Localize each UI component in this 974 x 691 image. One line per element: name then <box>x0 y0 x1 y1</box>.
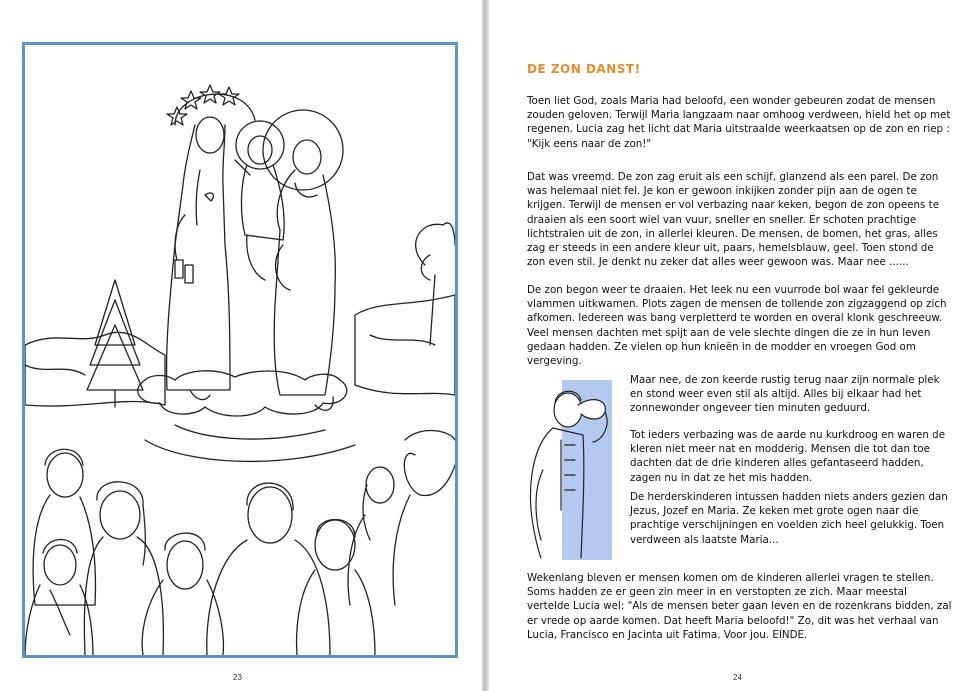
illustration-frame <box>22 42 458 658</box>
left-page <box>0 0 482 691</box>
paragraph-5: Tot ieders verbazing was de aarde nu kurkdroog en waren de kleren niet meer nat en modderig. Mensen die tot dan toe dachten dat de drie kinderen alles gefantaseerd hadden, zagen nu in dat ze het mis hadden. <box>630 429 946 484</box>
paragraph-1: Toen liet God, zoals Maria had beloofd, een wonder gebeuren zodat de mensen zouden geloven. Terwijl Maria langzaam naar omhoog verdween, hield het op met regenen. Lucia zag het licht dat Maria uitstraalde weerkaatsen op de zon en riep : "Kijk eens naar de zon!" <box>527 95 951 150</box>
story-title: DE ZON DANST! <box>527 62 641 76</box>
paragraph-4: Maar nee, de zon keerde rustig terug naar zijn normale plek en stond weer even stil als altijd. Alles bij elkaar had het zonnewonder ongeveer tien minuten geduurd. <box>630 374 940 415</box>
paragraph-2: Dat was vreemd. De zon zag eruit als een schijf, glanzend als een parel. De zon was helemaal niet fel. Je kon er gewoon inkijken zonder pijn aan de ogen te krijgen. Terwijl de mensen er vol verbazing naar keken, begon de zon opeens te draaien als een soort wiel van vuur, sneller en sneller. Er schoten prachtige lichtstralen uit de zon, in allerlei kleuren. De mensen, de bomen, het gras, alles zag er steeds in een andere kleur uit, paars, hemelsblauw, geel. Toen stond de zon even stil. Je denkt nu zeker dat alles weer gewoon was. Maar nee ...... <box>527 171 940 269</box>
man-shading-eyes-illustration <box>523 380 623 560</box>
page-number-left: 23 <box>233 673 242 682</box>
paragraph-3: De zon begon weer te draaien. Het leek nu een vuurrode bol waar fel gekleurde vlammen uitkwamen. Plots zagen de mensen de tollende zon zigzaggend op zich afkomen. Iedereen was bang verpletterd te worden en overal klonk geschreeuw. Veel mensen dachten met spijt aan de vele slechte dingen die ze in hun leven gedaan hadden. Ze vielen op hun knieën in de modder en vroegen God om vergeving. <box>527 284 947 368</box>
right-page <box>489 0 974 691</box>
paragraph-6: De herderskinderen intussen hadden niets anders gezien dan Jezus, Jozef en Maria. Ze keken met grote ogen naar die prachtige verschijningen en voelden zich heel gelukkig. Toen verdween als laatste Maria... <box>630 491 948 546</box>
page-number-right: 24 <box>733 673 742 682</box>
paragraph-7: Wekenlang bleven er mensen komen om de kinderen allerlei vragen te stellen. Soms hadden ze er geen zin meer in en verstopten ze zich. Maar meestal vertelde Lucia wel: "Als de mensen beter gaan leven en de rozenkrans bidden, zal er vrede op aarde komen. Dat heeft Maria beloofd!" Zo, dit was het verhaal van Lucia, Francisco en Jacinta uit Fatima. Voor jou. EINDE. <box>527 572 952 641</box>
coloring-illustration <box>25 45 455 655</box>
book-gutter <box>482 0 489 691</box>
